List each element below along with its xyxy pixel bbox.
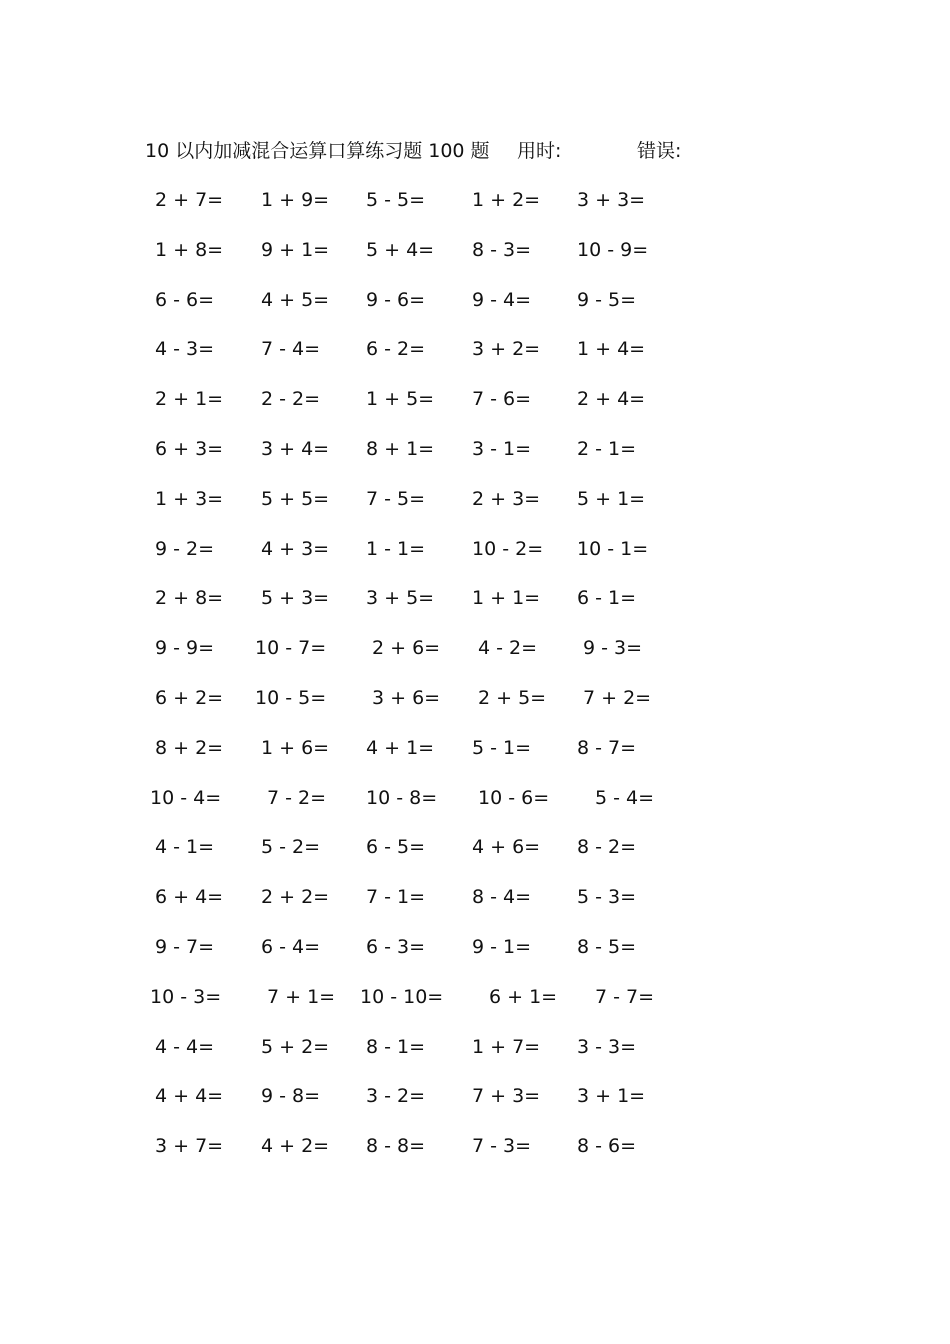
- arithmetic-problem: 10 - 5=: [255, 687, 327, 709]
- arithmetic-problem: 7 - 5=: [366, 488, 426, 510]
- problem-row: [0, 733, 950, 763]
- arithmetic-problem: 8 - 1=: [366, 1036, 426, 1058]
- worksheet-header: [0, 136, 950, 166]
- problem-row: [0, 1081, 950, 1111]
- arithmetic-problem: 2 + 4=: [577, 388, 646, 410]
- arithmetic-problem: 2 - 2=: [261, 388, 321, 410]
- arithmetic-problem: 5 + 3=: [261, 587, 330, 609]
- arithmetic-problem: 6 - 4=: [261, 936, 321, 958]
- arithmetic-problem: 4 - 2=: [478, 637, 538, 659]
- arithmetic-problem: 8 + 1=: [366, 438, 435, 460]
- problem-row: [0, 1032, 950, 1062]
- arithmetic-problem: 8 - 7=: [577, 737, 637, 759]
- arithmetic-problem: 7 - 3=: [472, 1135, 532, 1157]
- arithmetic-problem: 9 - 2=: [155, 538, 215, 560]
- arithmetic-problem: 3 - 1=: [472, 438, 532, 460]
- arithmetic-problem: 9 - 7=: [155, 936, 215, 958]
- time-used-label: 用时:: [517, 140, 562, 162]
- arithmetic-problem: 10 - 10=: [360, 986, 444, 1008]
- arithmetic-problem: 1 + 1=: [472, 587, 541, 609]
- arithmetic-problem: 6 + 4=: [155, 886, 224, 908]
- arithmetic-problem: 8 - 5=: [577, 936, 637, 958]
- arithmetic-problem: 7 - 4=: [261, 338, 321, 360]
- problem-row: [0, 832, 950, 862]
- problem-row: [0, 235, 950, 265]
- arithmetic-problem: 10 - 2=: [472, 538, 544, 560]
- arithmetic-problem: 10 - 9=: [577, 239, 649, 261]
- errors-label: 错误:: [637, 140, 682, 162]
- arithmetic-problem: 8 - 4=: [472, 886, 532, 908]
- arithmetic-problem: 6 - 3=: [366, 936, 426, 958]
- arithmetic-problem: 3 + 7=: [155, 1135, 224, 1157]
- problem-grid: [0, 185, 950, 1175]
- arithmetic-problem: 1 + 9=: [261, 189, 330, 211]
- arithmetic-problem: 5 + 1=: [577, 488, 646, 510]
- arithmetic-problem: 4 - 3=: [155, 338, 215, 360]
- arithmetic-problem: 5 - 4=: [595, 787, 655, 809]
- problem-row: [0, 633, 950, 663]
- arithmetic-problem: 10 - 4=: [150, 787, 222, 809]
- arithmetic-problem: 10 - 7=: [255, 637, 327, 659]
- arithmetic-problem: 7 - 1=: [366, 886, 426, 908]
- arithmetic-problem: 9 - 8=: [261, 1085, 321, 1107]
- arithmetic-problem: 7 + 2=: [583, 687, 652, 709]
- arithmetic-problem: 4 - 1=: [155, 836, 215, 858]
- arithmetic-problem: 1 + 5=: [366, 388, 435, 410]
- problem-row: [0, 285, 950, 315]
- arithmetic-problem: 6 - 2=: [366, 338, 426, 360]
- arithmetic-problem: 3 + 2=: [472, 338, 541, 360]
- arithmetic-problem: 2 + 6=: [372, 637, 441, 659]
- arithmetic-problem: 5 - 5=: [366, 189, 426, 211]
- arithmetic-problem: 7 - 6=: [472, 388, 532, 410]
- arithmetic-problem: 8 - 6=: [577, 1135, 637, 1157]
- problem-row: [0, 932, 950, 962]
- arithmetic-problem: 2 + 7=: [155, 189, 224, 211]
- arithmetic-problem: 10 - 1=: [577, 538, 649, 560]
- arithmetic-problem: 6 - 1=: [577, 587, 637, 609]
- arithmetic-problem: 9 + 1=: [261, 239, 330, 261]
- problem-row: [0, 334, 950, 364]
- arithmetic-problem: 6 - 6=: [155, 289, 215, 311]
- arithmetic-problem: 5 - 3=: [577, 886, 637, 908]
- problem-row: [0, 982, 950, 1012]
- arithmetic-problem: 3 + 5=: [366, 587, 435, 609]
- arithmetic-problem: 1 + 6=: [261, 737, 330, 759]
- arithmetic-problem: 9 - 3=: [583, 637, 643, 659]
- arithmetic-problem: 3 + 6=: [372, 687, 441, 709]
- arithmetic-problem: 7 + 3=: [472, 1085, 541, 1107]
- arithmetic-problem: 1 + 7=: [472, 1036, 541, 1058]
- arithmetic-problem: 2 - 1=: [577, 438, 637, 460]
- arithmetic-problem: 1 + 4=: [577, 338, 646, 360]
- arithmetic-problem: 2 + 2=: [261, 886, 330, 908]
- arithmetic-problem: 4 + 3=: [261, 538, 330, 560]
- problem-row: [0, 384, 950, 414]
- problem-row: [0, 534, 950, 564]
- arithmetic-problem: 7 + 1=: [267, 986, 336, 1008]
- arithmetic-problem: 9 - 6=: [366, 289, 426, 311]
- problem-row: [0, 1131, 950, 1161]
- arithmetic-problem: 5 + 5=: [261, 488, 330, 510]
- arithmetic-problem: 5 - 2=: [261, 836, 321, 858]
- arithmetic-problem: 6 + 2=: [155, 687, 224, 709]
- arithmetic-problem: 8 - 3=: [472, 239, 532, 261]
- arithmetic-problem: 7 - 2=: [267, 787, 327, 809]
- arithmetic-problem: 6 + 3=: [155, 438, 224, 460]
- arithmetic-problem: 3 - 2=: [366, 1085, 426, 1107]
- arithmetic-problem: 2 + 8=: [155, 587, 224, 609]
- problem-row: [0, 484, 950, 514]
- arithmetic-problem: 10 - 6=: [478, 787, 550, 809]
- arithmetic-problem: 2 + 1=: [155, 388, 224, 410]
- arithmetic-problem: 2 + 3=: [472, 488, 541, 510]
- arithmetic-problem: 10 - 8=: [366, 787, 438, 809]
- arithmetic-problem: 6 - 5=: [366, 836, 426, 858]
- arithmetic-problem: 5 + 4=: [366, 239, 435, 261]
- arithmetic-problem: 6 + 1=: [489, 986, 558, 1008]
- arithmetic-problem: 9 - 4=: [472, 289, 532, 311]
- arithmetic-problem: 8 - 8=: [366, 1135, 426, 1157]
- arithmetic-problem: 9 - 1=: [472, 936, 532, 958]
- arithmetic-problem: 3 - 3=: [577, 1036, 637, 1058]
- problem-row: [0, 783, 950, 813]
- problem-row: [0, 434, 950, 464]
- arithmetic-problem: 1 + 3=: [155, 488, 224, 510]
- arithmetic-problem: 5 + 2=: [261, 1036, 330, 1058]
- problem-row: [0, 185, 950, 215]
- arithmetic-problem: 4 + 2=: [261, 1135, 330, 1157]
- problem-row: [0, 683, 950, 713]
- arithmetic-problem: 3 + 1=: [577, 1085, 646, 1107]
- arithmetic-problem: 4 + 5=: [261, 289, 330, 311]
- arithmetic-problem: 4 + 6=: [472, 836, 541, 858]
- arithmetic-problem: 9 - 9=: [155, 637, 215, 659]
- arithmetic-problem: 10 - 3=: [150, 986, 222, 1008]
- arithmetic-problem: 4 + 4=: [155, 1085, 224, 1107]
- arithmetic-problem: 4 + 1=: [366, 737, 435, 759]
- worksheet-title: 10 以内加减混合运算口算练习题 100 题: [145, 140, 490, 162]
- arithmetic-problem: 5 - 1=: [472, 737, 532, 759]
- arithmetic-problem: 3 + 3=: [577, 189, 646, 211]
- problem-row: [0, 882, 950, 912]
- problem-row: [0, 583, 950, 613]
- arithmetic-problem: 8 - 2=: [577, 836, 637, 858]
- arithmetic-problem: 9 - 5=: [577, 289, 637, 311]
- arithmetic-problem: 3 + 4=: [261, 438, 330, 460]
- arithmetic-problem: 1 + 2=: [472, 189, 541, 211]
- arithmetic-problem: 2 + 5=: [478, 687, 547, 709]
- arithmetic-problem: 1 + 8=: [155, 239, 224, 261]
- arithmetic-problem: 1 - 1=: [366, 538, 426, 560]
- arithmetic-problem: 8 + 2=: [155, 737, 224, 759]
- arithmetic-problem: 4 - 4=: [155, 1036, 215, 1058]
- arithmetic-problem: 7 - 7=: [595, 986, 655, 1008]
